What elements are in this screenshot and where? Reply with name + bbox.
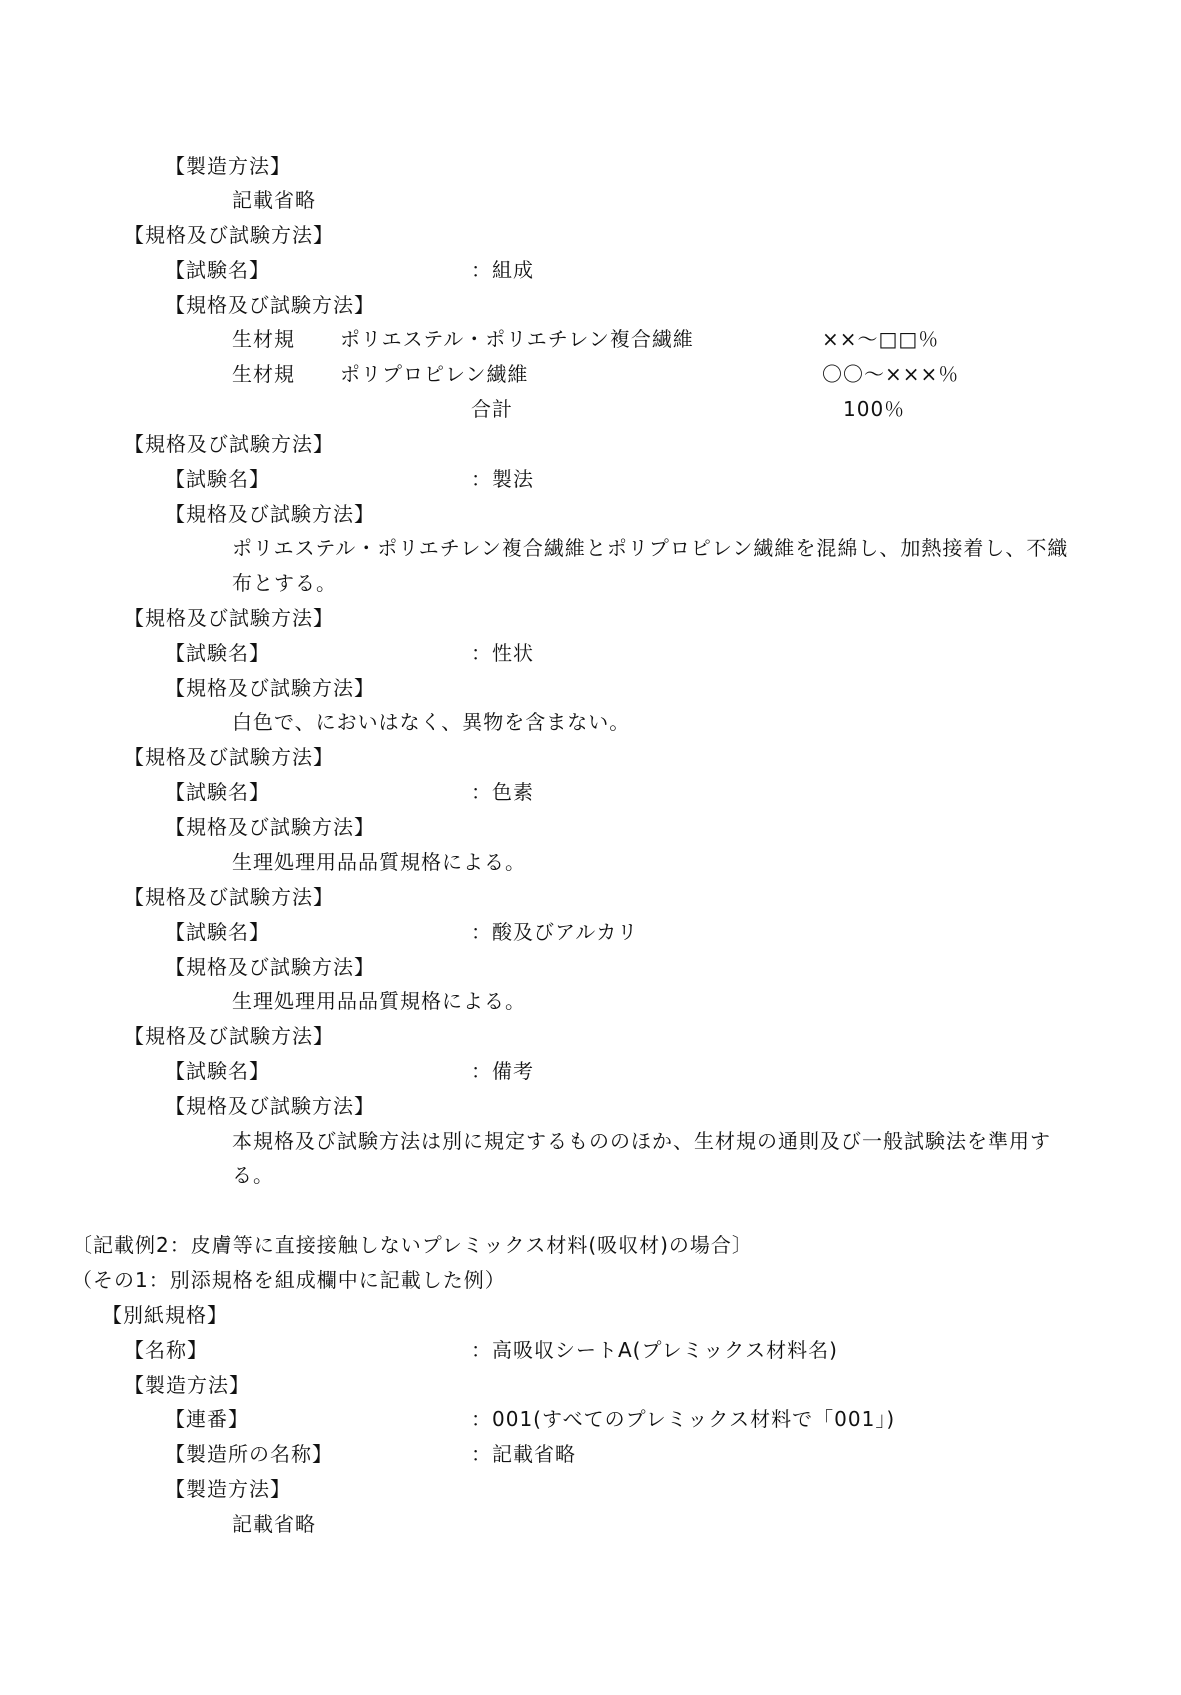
spec-method-label: 【規格及び試験方法】 (165, 502, 375, 526)
composition-ratio: ××～□□％ (822, 327, 940, 351)
test-name-label: 【試験名】 (165, 641, 270, 665)
composition-total-label: 合計 (471, 397, 513, 421)
spec-method-label: 【規格及び試験方法】 (165, 676, 375, 700)
name-value: ：高吸収シートA(プレミックス材料名) (471, 1338, 838, 1362)
spec-heading: 【規格及び試験方法】 (124, 606, 334, 630)
test-name-value: ：備考 (471, 1059, 534, 1083)
spec-method-text: る。 (232, 1163, 274, 1187)
appendix-spec-heading: 【別紙規格】 (102, 1303, 228, 1327)
serial-label: 【連番】 (165, 1407, 249, 1431)
composition-standard: 生材規 (232, 362, 295, 386)
composition-material: ポリエステル・ポリエチレン複合繊維 (340, 327, 694, 351)
spec-heading: 【規格及び試験方法】 (124, 745, 334, 769)
spec-method-text: ポリエステル・ポリエチレン複合繊維とポリプロピレン繊維を混綿し、加熱接着し、不織 (232, 536, 1069, 560)
manufacturing-method-heading: 【製造方法】 (165, 154, 291, 178)
example-subtitle: （その1：別添規格を組成欄中に記載した例） (72, 1268, 506, 1292)
composition-total-value: 100％ (843, 397, 906, 421)
spec-heading: 【規格及び試験方法】 (124, 885, 334, 909)
test-name-value: ：色素 (471, 780, 534, 804)
composition-standard: 生材規 (232, 327, 295, 351)
manufacturing-heading: 【製造方法】 (124, 1373, 250, 1397)
name-label: 【名称】 (124, 1338, 208, 1362)
spec-heading: 【規格及び試験方法】 (124, 432, 334, 456)
factory-name-value: ：記載省略 (471, 1442, 576, 1466)
spec-heading: 【規格及び試験方法】 (124, 1024, 334, 1048)
manufacturing-method-text: 記載省略 (232, 188, 316, 212)
spec-method-label: 【規格及び試験方法】 (165, 1094, 375, 1118)
spec-method-text: 本規格及び試験方法は別に規定するもののほか、生材規の通則及び一般試験法を準用す (232, 1129, 1051, 1153)
spec-method-text: 生理処理用品品質規格による。 (232, 850, 526, 874)
composition-material: ポリプロピレン繊維 (340, 362, 529, 386)
test-name-label: 【試験名】 (165, 780, 270, 804)
test-name-label: 【試験名】 (165, 258, 270, 282)
spec-method-text: 布とする。 (232, 571, 337, 595)
example-title: 〔記載例2：皮膚等に直接接触しないプレミックス材料(吸収材)の場合〕 (72, 1233, 753, 1257)
test-name-label: 【試験名】 (165, 920, 270, 944)
test-name-value: ：組成 (471, 258, 534, 282)
test-name-label: 【試験名】 (165, 1059, 270, 1083)
spec-method-label: 【規格及び試験方法】 (165, 293, 375, 317)
test-name-value: ：酸及びアルカリ (471, 920, 639, 944)
test-name-value: ：製法 (471, 467, 534, 491)
serial-value: ：001(すべてのプレミックス材料で「001」) (471, 1407, 896, 1431)
spec-method-text: 白色で、においはなく、異物を含まない。 (232, 710, 631, 734)
spec-method-text: 生理処理用品品質規格による。 (232, 989, 526, 1013)
manufacturing-method-text: 記載省略 (232, 1512, 316, 1536)
spec-heading: 【規格及び試験方法】 (124, 223, 334, 247)
spec-method-label: 【規格及び試験方法】 (165, 955, 375, 979)
test-name-label: 【試験名】 (165, 467, 270, 491)
factory-name-label: 【製造所の名称】 (165, 1442, 333, 1466)
manufacturing-method-heading: 【製造方法】 (165, 1477, 291, 1501)
spec-method-label: 【規格及び試験方法】 (165, 815, 375, 839)
test-name-value: ：性状 (471, 641, 534, 665)
composition-ratio: 〇〇～×××％ (822, 362, 960, 386)
